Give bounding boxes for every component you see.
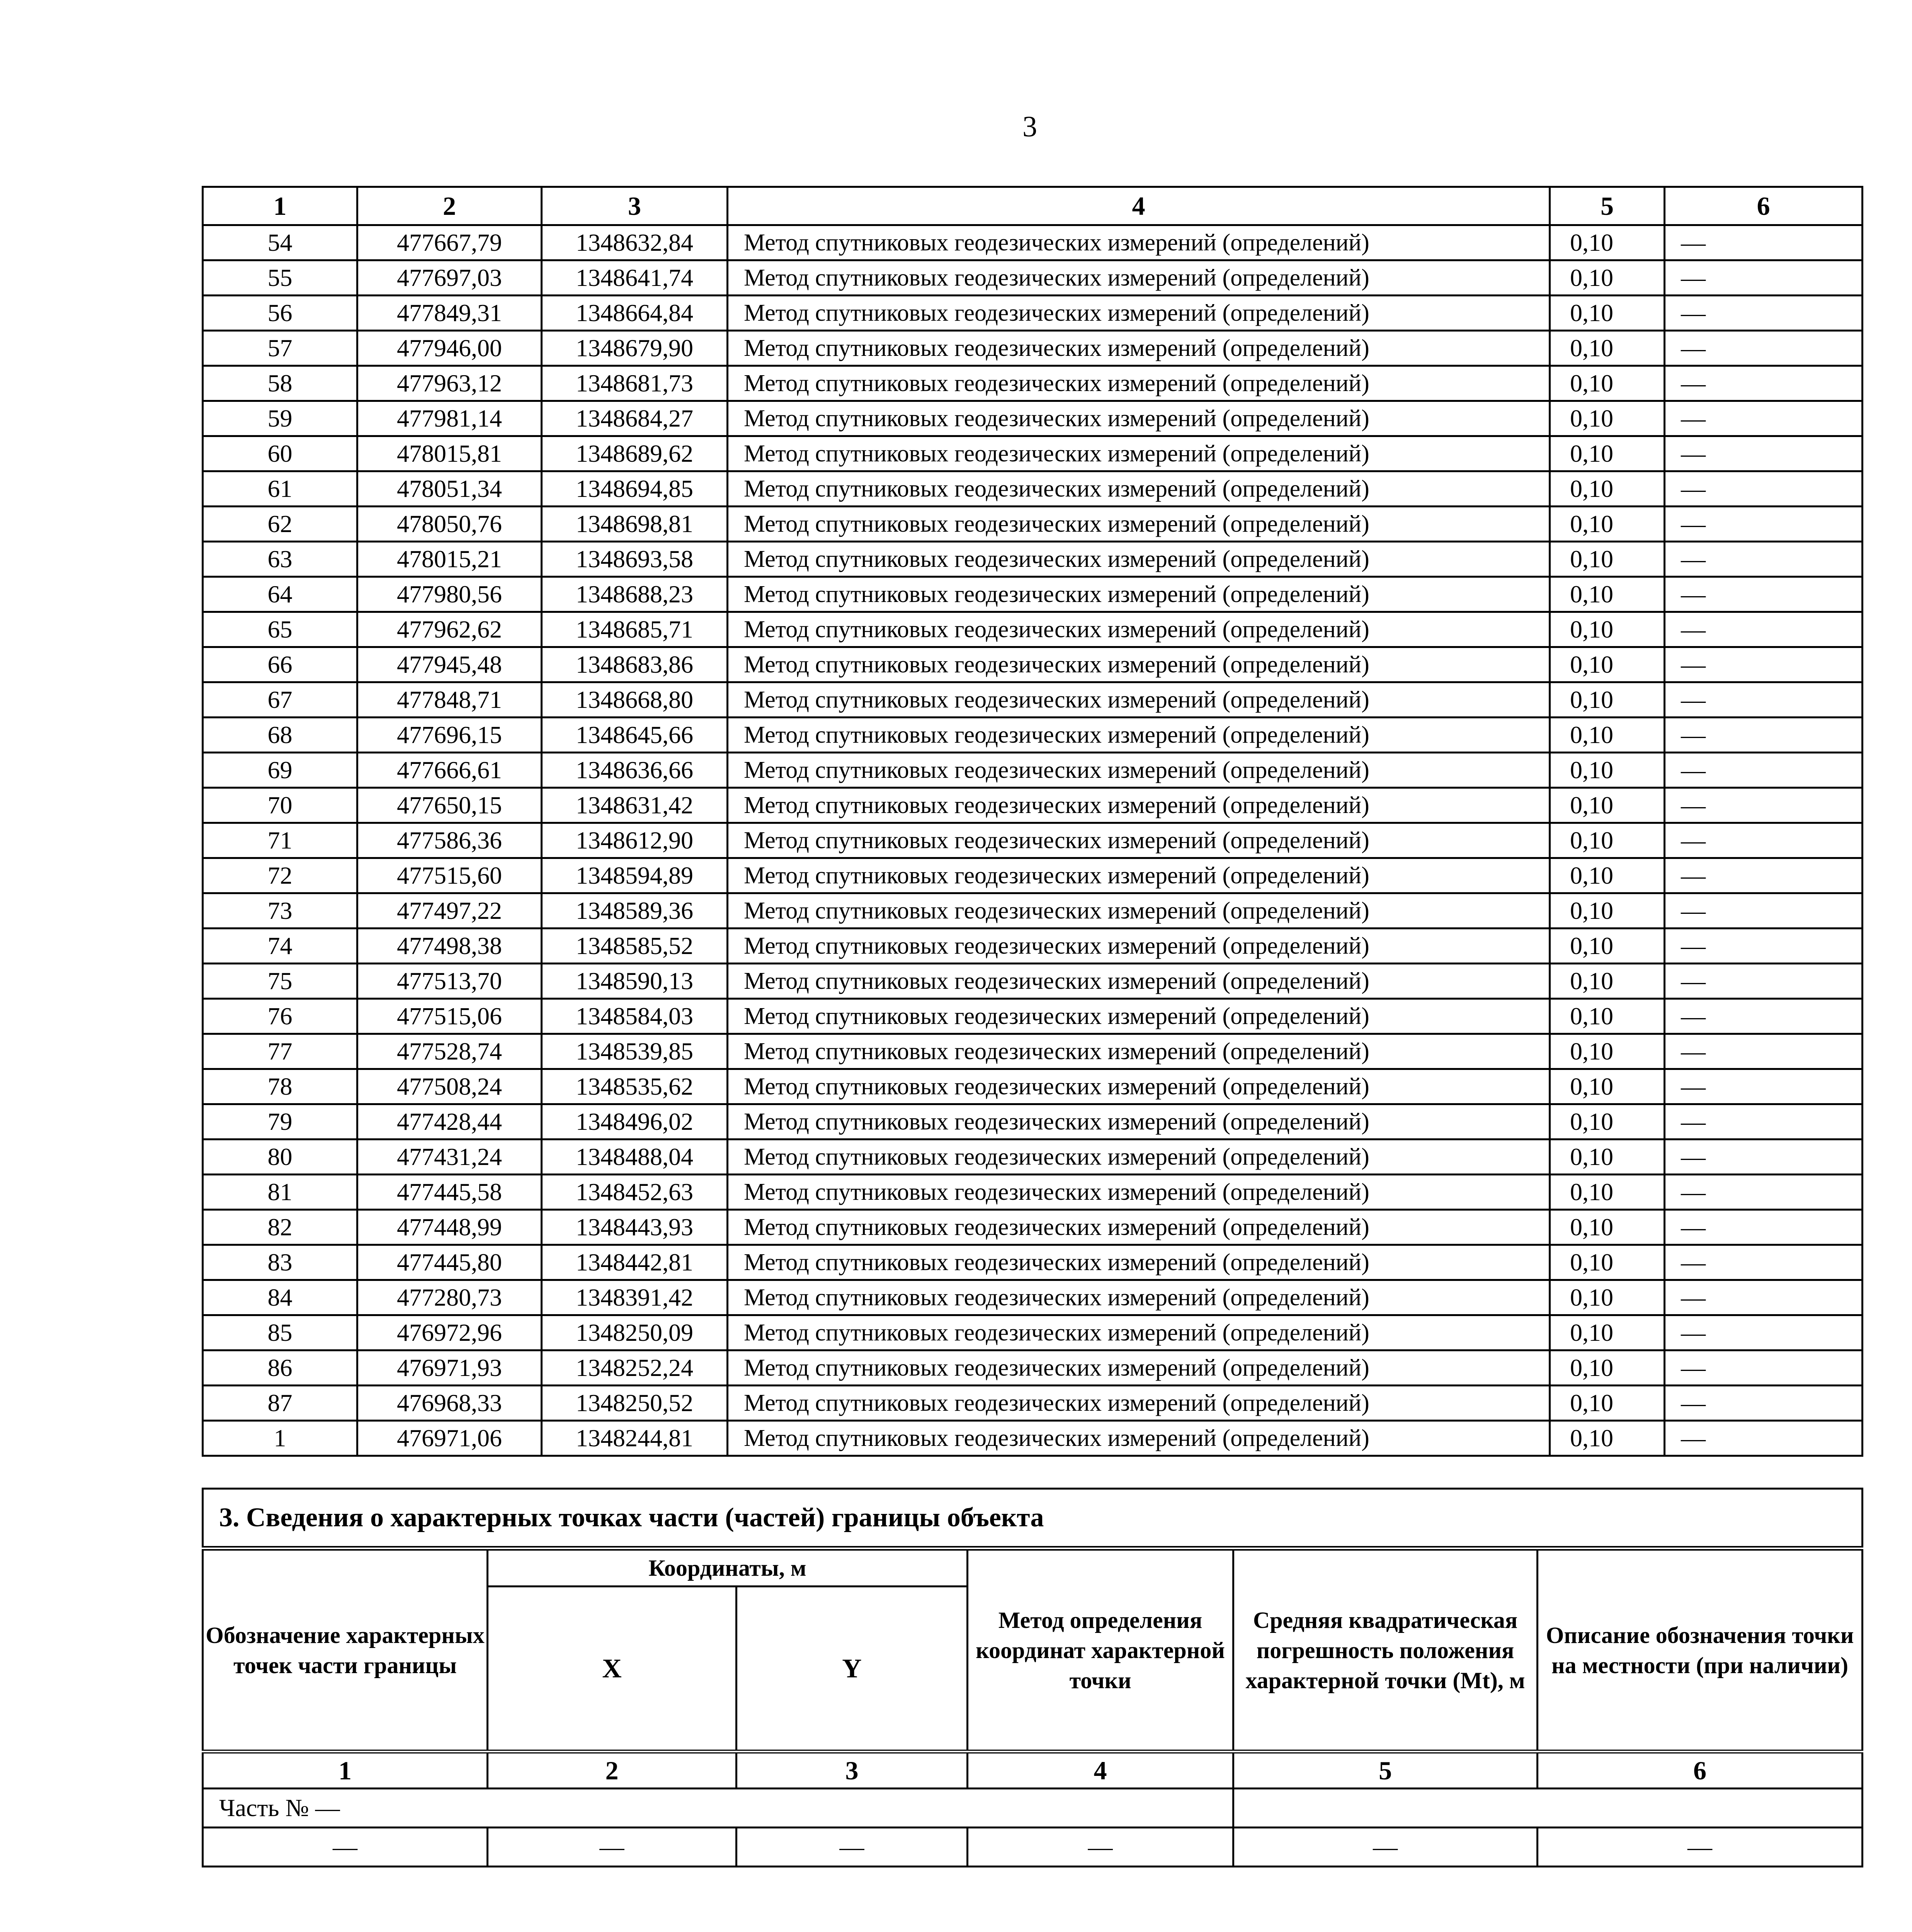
method: Метод спутниковых геодезических измерений (определений)	[728, 366, 1550, 401]
table-row	[203, 471, 1863, 507]
y-coordinate: 1348612,90	[542, 823, 728, 858]
header-x: X	[488, 1587, 737, 1752]
point-number: 87	[203, 1386, 357, 1421]
accuracy: 0,10	[1550, 1069, 1665, 1104]
table-row	[203, 296, 1863, 331]
section-title: 3. Сведения о характерных точках части (частей) границы объекта	[203, 1489, 1863, 1549]
x-coordinate: 477981,14	[357, 401, 542, 436]
point-number: 78	[203, 1069, 357, 1104]
point-number: 65	[203, 612, 357, 647]
accuracy: 0,10	[1550, 1104, 1665, 1139]
table-row	[203, 577, 1863, 612]
x-coordinate: 477448,99	[357, 1210, 542, 1245]
x-coordinate: 476971,93	[357, 1350, 542, 1386]
method: Метод спутниковых геодезических измерений (определений)	[728, 331, 1550, 366]
accuracy: 0,10	[1550, 1280, 1665, 1315]
description: —	[1665, 823, 1863, 858]
method: Метод спутниковых геодезических измерений (определений)	[728, 1069, 1550, 1104]
method: Метод спутниковых геодезических измерений (определений)	[728, 436, 1550, 471]
y-coordinate: 1348645,66	[542, 718, 728, 753]
table-row	[203, 893, 1863, 929]
method: Метод спутниковых геодезических измерений (определений)	[728, 893, 1550, 929]
method: Метод спутниковых геодезических измерений (определений)	[728, 858, 1550, 893]
method: Метод спутниковых геодезических измерений (определений)	[728, 999, 1550, 1034]
x-coordinate: 477428,44	[357, 1104, 542, 1139]
method: Метод спутниковых геодезических измерений (определений)	[728, 1034, 1550, 1069]
method: Метод спутниковых геодезических измерений (определений)	[728, 964, 1550, 999]
header-description: Описание обозначения точки на местности (при наличии)	[1538, 1548, 1863, 1752]
accuracy: 0,10	[1550, 612, 1665, 647]
boundary-points-table	[202, 186, 1863, 1457]
table-row	[203, 225, 1863, 260]
col-num-2: 2	[488, 1752, 737, 1789]
point-number: 61	[203, 471, 357, 507]
method: Метод спутниковых геодезических измерений (определений)	[728, 260, 1550, 296]
method: Метод спутниковых геодезических измерений (определений)	[728, 577, 1550, 612]
col-num-3: 3	[737, 1752, 968, 1789]
x-coordinate: 477528,74	[357, 1034, 542, 1069]
method: Метод спутниковых геодезических измерений (определений)	[728, 718, 1550, 753]
point-number: 62	[203, 507, 357, 542]
accuracy: 0,10	[1550, 858, 1665, 893]
page-number: 3	[1022, 111, 1037, 143]
accuracy: 0,10	[1550, 577, 1665, 612]
description: —	[1665, 858, 1863, 893]
description: —	[1665, 471, 1863, 507]
accuracy: 0,10	[1550, 1315, 1665, 1350]
description: —	[1665, 647, 1863, 682]
y-coordinate: 1348443,93	[542, 1210, 728, 1245]
header-y: Y	[737, 1587, 968, 1752]
x-coordinate: 477515,06	[357, 999, 542, 1034]
table-row	[203, 366, 1863, 401]
col-num-1: 1	[203, 1752, 488, 1789]
point-number: 77	[203, 1034, 357, 1069]
method: Метод спутниковых геодезических измерений (определений)	[728, 753, 1550, 788]
point-number: 63	[203, 542, 357, 577]
point-number: 67	[203, 682, 357, 718]
dash-cell: —	[1233, 1828, 1538, 1867]
point-number: 55	[203, 260, 357, 296]
col-num-1: 1	[203, 187, 357, 225]
method: Метод спутниковых геодезических измерений (определений)	[728, 1350, 1550, 1386]
accuracy: 0,10	[1550, 436, 1665, 471]
y-coordinate: 1348539,85	[542, 1034, 728, 1069]
table-row	[203, 858, 1863, 893]
header-coordinates: Координаты, м	[488, 1548, 968, 1587]
table-row	[203, 331, 1863, 366]
point-number: 83	[203, 1245, 357, 1280]
accuracy: 0,10	[1550, 331, 1665, 366]
point-number: 60	[203, 436, 357, 471]
y-coordinate: 1348452,63	[542, 1175, 728, 1210]
part-boundary-points-table	[202, 1488, 1863, 1867]
x-coordinate: 477980,56	[357, 577, 542, 612]
point-number: 57	[203, 331, 357, 366]
point-number: 56	[203, 296, 357, 331]
x-coordinate: 477962,62	[357, 612, 542, 647]
y-coordinate: 1348664,84	[542, 296, 728, 331]
y-coordinate: 1348668,80	[542, 682, 728, 718]
description: —	[1665, 1034, 1863, 1069]
dash-cell: —	[737, 1828, 968, 1867]
accuracy: 0,10	[1550, 225, 1665, 260]
accuracy: 0,10	[1550, 1386, 1665, 1421]
table-row	[203, 964, 1863, 999]
method: Метод спутниковых геодезических измерений (определений)	[728, 542, 1550, 577]
y-coordinate: 1348391,42	[542, 1280, 728, 1315]
method: Метод спутниковых геодезических измерений (определений)	[728, 788, 1550, 823]
col-num-6: 6	[1665, 187, 1863, 225]
table-row	[203, 1280, 1863, 1315]
y-coordinate: 1348589,36	[542, 893, 728, 929]
x-coordinate: 477667,79	[357, 225, 542, 260]
x-coordinate: 477508,24	[357, 1069, 542, 1104]
part-row	[203, 1789, 1863, 1828]
x-coordinate: 477696,15	[357, 718, 542, 753]
y-coordinate: 1348693,58	[542, 542, 728, 577]
description: —	[1665, 1175, 1863, 1210]
y-coordinate: 1348679,90	[542, 331, 728, 366]
table-row	[203, 1104, 1863, 1139]
header-accuracy: Средняя квадратическая погрешность положения характерной точки (Mt), м	[1233, 1548, 1538, 1752]
dash-row	[203, 1828, 1863, 1867]
dash-cell: —	[1538, 1828, 1863, 1867]
description: —	[1665, 1315, 1863, 1350]
method: Метод спутниковых геодезических измерений (определений)	[728, 823, 1550, 858]
method: Метод спутниковых геодезических измерений (определений)	[728, 1104, 1550, 1139]
accuracy: 0,10	[1550, 893, 1665, 929]
accuracy: 0,10	[1550, 1034, 1665, 1069]
y-coordinate: 1348584,03	[542, 999, 728, 1034]
method: Метод спутниковых геодезических измерений (определений)	[728, 507, 1550, 542]
accuracy: 0,10	[1550, 1175, 1665, 1210]
accuracy: 0,10	[1550, 401, 1665, 436]
method: Метод спутниковых геодезических измерений (определений)	[728, 225, 1550, 260]
description: —	[1665, 1069, 1863, 1104]
description: —	[1665, 331, 1863, 366]
x-coordinate: 477650,15	[357, 788, 542, 823]
x-coordinate: 477515,60	[357, 858, 542, 893]
point-number: 58	[203, 366, 357, 401]
y-coordinate: 1348590,13	[542, 964, 728, 999]
description: —	[1665, 893, 1863, 929]
method: Метод спутниковых геодезических измерений (определений)	[728, 1245, 1550, 1280]
point-number: 66	[203, 647, 357, 682]
description: —	[1665, 366, 1863, 401]
table-row	[203, 1386, 1863, 1421]
x-coordinate: 477849,31	[357, 296, 542, 331]
description: —	[1665, 682, 1863, 718]
table-row	[203, 1034, 1863, 1069]
col-num-4: 4	[728, 187, 1550, 225]
description: —	[1665, 1350, 1863, 1386]
x-coordinate: 477666,61	[357, 753, 542, 788]
col-num-2: 2	[357, 187, 542, 225]
header-method: Метод определения координат характерной точки	[968, 1548, 1233, 1752]
accuracy: 0,10	[1550, 366, 1665, 401]
table-row	[203, 823, 1863, 858]
accuracy: 0,10	[1550, 260, 1665, 296]
col-num-4: 4	[968, 1752, 1233, 1789]
y-coordinate: 1348694,85	[542, 471, 728, 507]
point-number: 75	[203, 964, 357, 999]
accuracy: 0,10	[1550, 682, 1665, 718]
point-number: 73	[203, 893, 357, 929]
table-row	[203, 1315, 1863, 1350]
table-row	[203, 436, 1863, 471]
point-number: 59	[203, 401, 357, 436]
description: —	[1665, 260, 1863, 296]
description: —	[1665, 612, 1863, 647]
y-coordinate: 1348631,42	[542, 788, 728, 823]
point-number: 86	[203, 1350, 357, 1386]
method: Метод спутниковых геодезических измерений (определений)	[728, 1421, 1550, 1456]
y-coordinate: 1348636,66	[542, 753, 728, 788]
description: —	[1665, 542, 1863, 577]
column-number-row	[203, 187, 1863, 225]
accuracy: 0,10	[1550, 542, 1665, 577]
method: Метод спутниковых геодезических измерений (определений)	[728, 1315, 1550, 1350]
x-coordinate: 477431,24	[357, 1139, 542, 1175]
method: Метод спутниковых геодезических измерений (определений)	[728, 1139, 1550, 1175]
accuracy: 0,10	[1550, 1350, 1665, 1386]
description: —	[1665, 999, 1863, 1034]
method: Метод спутниковых геодезических измерений (определений)	[728, 1175, 1550, 1210]
accuracy: 0,10	[1550, 929, 1665, 964]
x-coordinate: 478015,21	[357, 542, 542, 577]
table-row	[203, 1175, 1863, 1210]
method: Метод спутниковых геодезических измерений (определений)	[728, 929, 1550, 964]
description: —	[1665, 1280, 1863, 1315]
method: Метод спутниковых геодезических измерений (определений)	[728, 296, 1550, 331]
y-coordinate: 1348688,23	[542, 577, 728, 612]
accuracy: 0,10	[1550, 999, 1665, 1034]
method: Метод спутниковых геодезических измерений (определений)	[728, 1280, 1550, 1315]
accuracy: 0,10	[1550, 1245, 1665, 1280]
x-coordinate: 477697,03	[357, 260, 542, 296]
table-row	[203, 788, 1863, 823]
y-coordinate: 1348632,84	[542, 225, 728, 260]
col-num-3: 3	[542, 187, 728, 225]
table-row	[203, 1139, 1863, 1175]
y-coordinate: 1348698,81	[542, 507, 728, 542]
y-coordinate: 1348250,52	[542, 1386, 728, 1421]
accuracy: 0,10	[1550, 647, 1665, 682]
table-row	[203, 1350, 1863, 1386]
point-number: 68	[203, 718, 357, 753]
dash-cell: —	[968, 1828, 1233, 1867]
table-row	[203, 929, 1863, 964]
x-coordinate: 477945,48	[357, 647, 542, 682]
x-coordinate: 476971,06	[357, 1421, 542, 1456]
method: Метод спутниковых геодезических измерений (определений)	[728, 401, 1550, 436]
description: —	[1665, 929, 1863, 964]
table-row	[203, 1245, 1863, 1280]
point-number: 71	[203, 823, 357, 858]
description: —	[1665, 753, 1863, 788]
description: —	[1665, 718, 1863, 753]
x-coordinate: 477963,12	[357, 366, 542, 401]
dash-cell: —	[488, 1828, 737, 1867]
table-row	[203, 260, 1863, 296]
y-coordinate: 1348252,24	[542, 1350, 728, 1386]
x-coordinate: 477445,80	[357, 1245, 542, 1280]
point-number: 1	[203, 1421, 357, 1456]
x-coordinate: 478015,81	[357, 436, 542, 471]
description: —	[1665, 401, 1863, 436]
accuracy: 0,10	[1550, 1139, 1665, 1175]
method: Метод спутниковых геодезических измерений (определений)	[728, 1386, 1550, 1421]
part-label: Часть № —	[203, 1789, 1233, 1828]
accuracy: 0,10	[1550, 823, 1665, 858]
col-num-5: 5	[1550, 187, 1665, 225]
accuracy: 0,10	[1550, 1210, 1665, 1245]
description: —	[1665, 964, 1863, 999]
point-number: 85	[203, 1315, 357, 1350]
x-coordinate: 477586,36	[357, 823, 542, 858]
table-row	[203, 507, 1863, 542]
description: —	[1665, 1210, 1863, 1245]
description: —	[1665, 577, 1863, 612]
table-row	[203, 647, 1863, 682]
y-coordinate: 1348488,04	[542, 1139, 728, 1175]
col-num-6: 6	[1538, 1752, 1863, 1789]
x-coordinate: 477280,73	[357, 1280, 542, 1315]
description: —	[1665, 225, 1863, 260]
point-number: 76	[203, 999, 357, 1034]
point-number: 84	[203, 1280, 357, 1315]
method: Метод спутниковых геодезических измерений (определений)	[728, 471, 1550, 507]
column-number-row	[203, 1752, 1863, 1789]
accuracy: 0,10	[1550, 964, 1665, 999]
header-designation: Обозначение характерных точек части границы	[203, 1548, 488, 1752]
point-number: 81	[203, 1175, 357, 1210]
table-row	[203, 682, 1863, 718]
part-empty-cell	[1233, 1789, 1863, 1828]
point-number: 64	[203, 577, 357, 612]
description: —	[1665, 1139, 1863, 1175]
accuracy: 0,10	[1550, 753, 1665, 788]
point-number: 54	[203, 225, 357, 260]
x-coordinate: 476968,33	[357, 1386, 542, 1421]
table-row	[203, 753, 1863, 788]
description: —	[1665, 1104, 1863, 1139]
x-coordinate: 477513,70	[357, 964, 542, 999]
description: —	[1665, 436, 1863, 471]
point-number: 80	[203, 1139, 357, 1175]
table-row	[203, 1069, 1863, 1104]
x-coordinate: 477445,58	[357, 1175, 542, 1210]
method: Метод спутниковых геодезических измерений (определений)	[728, 612, 1550, 647]
accuracy: 0,10	[1550, 1421, 1665, 1456]
table-row	[203, 999, 1863, 1034]
dash-cell: —	[203, 1828, 488, 1867]
accuracy: 0,10	[1550, 788, 1665, 823]
table-row	[203, 612, 1863, 647]
accuracy: 0,10	[1550, 471, 1665, 507]
point-number: 69	[203, 753, 357, 788]
accuracy: 0,10	[1550, 296, 1665, 331]
y-coordinate: 1348689,62	[542, 436, 728, 471]
table-row	[203, 718, 1863, 753]
description: —	[1665, 1421, 1863, 1456]
point-number: 82	[203, 1210, 357, 1245]
y-coordinate: 1348684,27	[542, 401, 728, 436]
y-coordinate: 1348641,74	[542, 260, 728, 296]
description: —	[1665, 788, 1863, 823]
description: —	[1665, 1386, 1863, 1421]
x-coordinate: 476972,96	[357, 1315, 542, 1350]
x-coordinate: 477946,00	[357, 331, 542, 366]
method: Метод спутниковых геодезических измерений (определений)	[728, 647, 1550, 682]
x-coordinate: 477497,22	[357, 893, 542, 929]
point-number: 70	[203, 788, 357, 823]
table-body	[203, 225, 1863, 1456]
y-coordinate: 1348685,71	[542, 612, 728, 647]
y-coordinate: 1348442,81	[542, 1245, 728, 1280]
point-number: 72	[203, 858, 357, 893]
accuracy: 0,10	[1550, 507, 1665, 542]
table-row	[203, 1210, 1863, 1245]
point-number: 74	[203, 929, 357, 964]
x-coordinate: 478050,76	[357, 507, 542, 542]
y-coordinate: 1348496,02	[542, 1104, 728, 1139]
col-num-5: 5	[1233, 1752, 1538, 1789]
description: —	[1665, 1245, 1863, 1280]
method: Метод спутниковых геодезических измерений (определений)	[728, 1210, 1550, 1245]
x-coordinate: 478051,34	[357, 471, 542, 507]
description: —	[1665, 507, 1863, 542]
method: Метод спутниковых геодезических измерений (определений)	[728, 682, 1550, 718]
y-coordinate: 1348594,89	[542, 858, 728, 893]
y-coordinate: 1348681,73	[542, 366, 728, 401]
table-row	[203, 1421, 1863, 1456]
y-coordinate: 1348683,86	[542, 647, 728, 682]
x-coordinate: 477498,38	[357, 929, 542, 964]
accuracy: 0,10	[1550, 718, 1665, 753]
point-number: 79	[203, 1104, 357, 1139]
y-coordinate: 1348585,52	[542, 929, 728, 964]
x-coordinate: 477848,71	[357, 682, 542, 718]
y-coordinate: 1348535,62	[542, 1069, 728, 1104]
table-row	[203, 542, 1863, 577]
y-coordinate: 1348250,09	[542, 1315, 728, 1350]
description: —	[1665, 296, 1863, 331]
y-coordinate: 1348244,81	[542, 1421, 728, 1456]
table-row	[203, 401, 1863, 436]
